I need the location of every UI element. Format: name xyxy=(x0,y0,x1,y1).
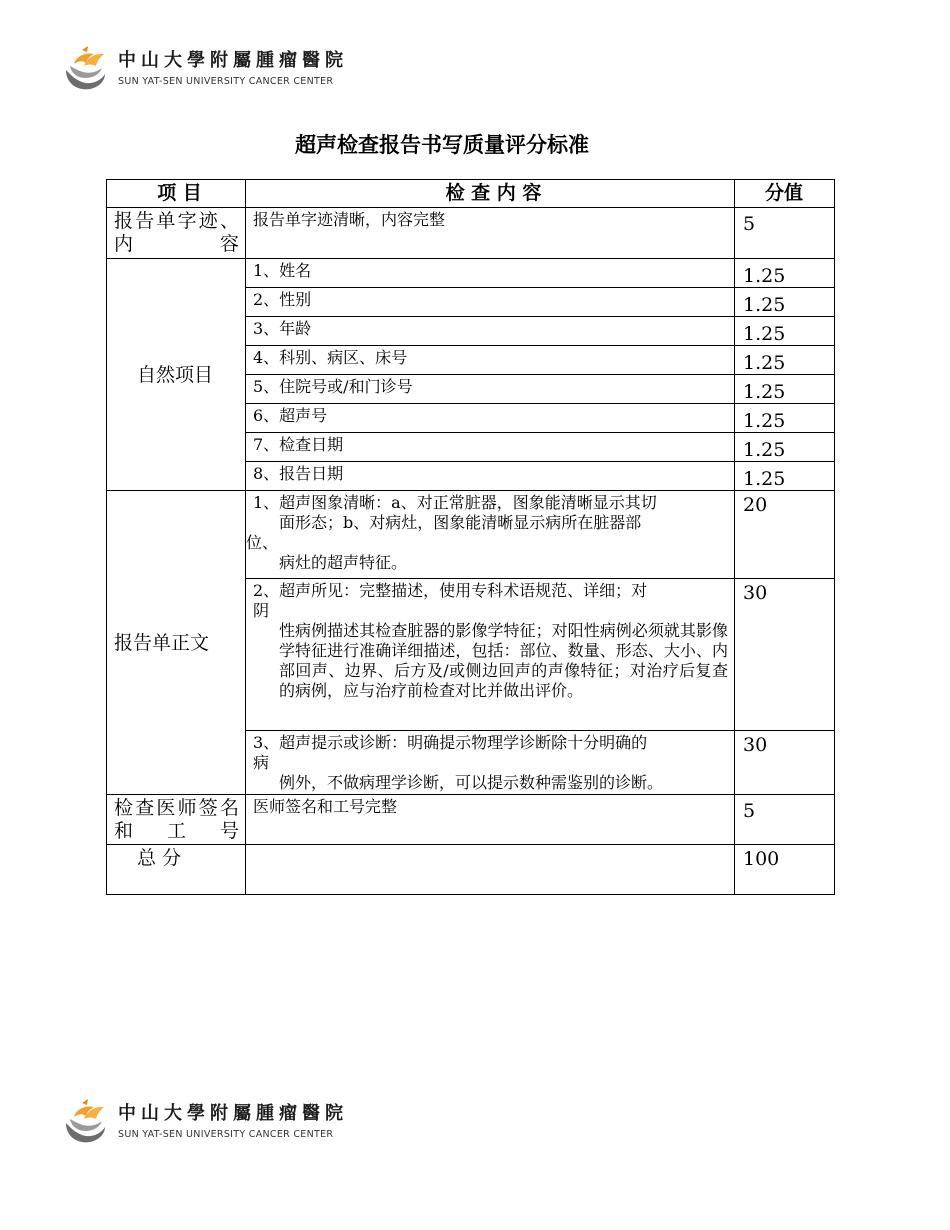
natural-item-2: 2、性别 xyxy=(246,288,735,317)
content-handwriting: 报告单字迹清晰，内容完整 xyxy=(246,208,735,259)
natural-item-1: 1、姓名 xyxy=(246,259,735,288)
natural-score-6: 1.25 xyxy=(735,404,835,433)
score-total: 100 xyxy=(735,845,835,895)
table-row xyxy=(107,208,835,259)
natural-score-7: 1.25 xyxy=(735,433,835,462)
natural-item-7: 7、检查日期 xyxy=(246,433,735,462)
body-score-1: 20 xyxy=(735,491,835,579)
natural-item-5: 5、住院号或/和门诊号 xyxy=(246,375,735,404)
body-item-3-line: 3、超声提示或诊断：明确提示物理学诊断除十分明确的 xyxy=(253,733,648,752)
body-score-3: 30 xyxy=(735,731,835,795)
body-item-3-line: 病 xyxy=(253,753,270,772)
natural-item-6: 6、超声号 xyxy=(246,404,735,433)
natural-score-5: 1.25 xyxy=(735,375,835,404)
body-item-2-line: 2、超声所见：完整描述，使用专科术语规范、详细；对 xyxy=(253,581,648,600)
score-handwriting: 5 xyxy=(735,208,835,259)
natural-score-4: 1.25 xyxy=(735,346,835,375)
category-signature: 检查医师签名和工号 xyxy=(107,795,246,845)
category-total: 总 分 xyxy=(107,845,246,895)
hospital-emblem-icon xyxy=(60,1097,108,1147)
table-header-row xyxy=(107,180,835,208)
logo-english-name: SUN YAT-SEN UNIVERSITY CANCER CENTER xyxy=(118,76,334,87)
table-row xyxy=(107,259,835,288)
natural-item-4: 4、科别、病区、床号 xyxy=(246,346,735,375)
body-item-1-line: 病灶的超声特征。 xyxy=(279,553,408,572)
logo-english-name: SUN YAT-SEN UNIVERSITY CANCER CENTER xyxy=(118,1129,334,1140)
table-row xyxy=(107,845,835,895)
hospital-logo-header xyxy=(60,44,348,94)
table-row xyxy=(107,491,835,579)
hospital-emblem-icon xyxy=(60,44,108,94)
body-score-2: 30 xyxy=(735,579,835,731)
body-item-2-line: 性病例描述其检查脏器的影像学特征；对阳性病例必须就其影像学特征进行准确详细描述，包括：部位、数量、形态、大小、内部回声、边界、后方及/或侧边回声的声像特征；对治疗后复查的病例，应与治疗前检查对比并做出评价。 xyxy=(279,621,728,700)
body-item-3-line: 例外，不做病理学诊断，可以提示数种需鉴别的诊断。 xyxy=(279,773,664,792)
category-handwriting: 报告单字迹、内容 xyxy=(107,208,246,259)
score-signature: 5 xyxy=(735,795,835,845)
document-title: 超声检查报告书写质量评分标准 xyxy=(295,133,589,157)
logo-chinese-name: 中山大學附屬腫瘤醫院 xyxy=(118,50,348,71)
table-row xyxy=(107,795,835,845)
body-item-1 xyxy=(246,491,735,579)
content-signature: 医师签名和工号完整 xyxy=(246,795,735,845)
logo-chinese-name: 中山大學附屬腫瘤醫院 xyxy=(118,1103,348,1124)
natural-score-1: 1.25 xyxy=(735,259,835,288)
category-natural: 自然项目 xyxy=(107,259,246,491)
body-item-1-line: 1、超声图象清晰：a、对正常脏器，图象能清晰显示其切 xyxy=(253,493,657,512)
category-body: 报告单正文 xyxy=(107,491,246,795)
header-content: 检 查 内 容 xyxy=(246,180,735,208)
content-total xyxy=(246,845,735,895)
natural-score-3: 1.25 xyxy=(735,317,835,346)
natural-item-3: 3、年龄 xyxy=(246,317,735,346)
body-item-1-line: 面形态；b、对病灶，图象能清晰显示病所在脏器部 xyxy=(279,513,642,532)
natural-score-8: 1.25 xyxy=(735,462,835,491)
body-item-2-line: 阴 xyxy=(253,601,270,620)
natural-item-8: 8、报告日期 xyxy=(246,462,735,491)
body-item-3 xyxy=(246,731,735,795)
body-item-2 xyxy=(246,579,735,731)
scoring-table xyxy=(106,179,835,895)
header-item: 项 目 xyxy=(107,180,246,208)
header-score: 分值 xyxy=(735,180,835,208)
natural-score-2: 1.25 xyxy=(735,288,835,317)
body-item-1-line: 位、 xyxy=(246,533,279,552)
hospital-logo-footer xyxy=(60,1097,348,1147)
